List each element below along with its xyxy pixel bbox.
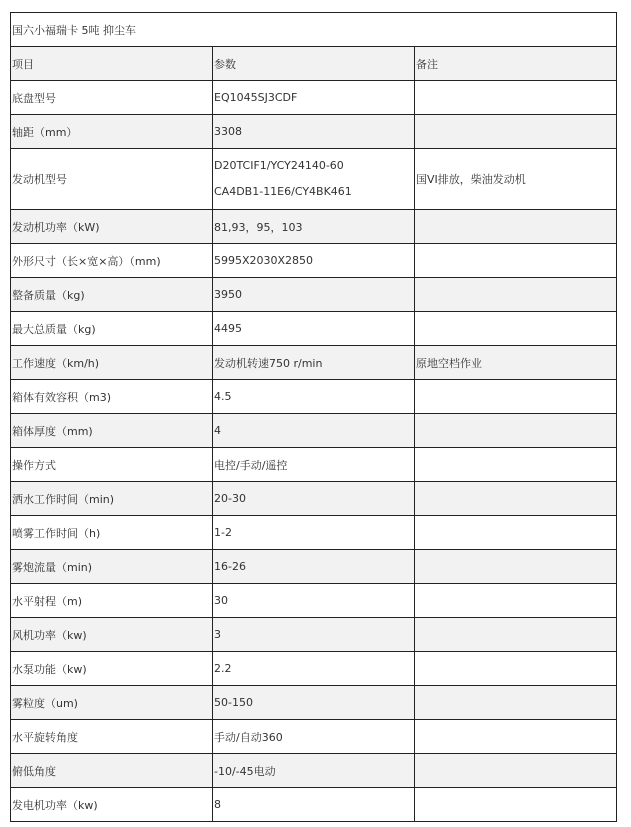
item-cell: 发动机型号	[11, 149, 213, 210]
param-cell: 3308	[213, 115, 415, 149]
table-row	[11, 278, 617, 312]
param-cell: 2.2	[213, 652, 415, 686]
table-row	[11, 448, 617, 482]
item-cell: 风机功率（kw)	[11, 618, 213, 652]
note-cell	[415, 380, 617, 414]
note-cell	[415, 686, 617, 720]
note-cell	[415, 720, 617, 754]
note-cell	[415, 482, 617, 516]
table-row	[11, 652, 617, 686]
note-cell	[415, 81, 617, 115]
table-row	[11, 482, 617, 516]
param-cell	[213, 149, 415, 210]
item-cell: 俯低角度	[11, 754, 213, 788]
item-cell: 发电机功率（kw)	[11, 788, 213, 822]
item-cell: 操作方式	[11, 448, 213, 482]
table-row	[11, 414, 617, 448]
table-row	[11, 244, 617, 278]
item-cell: 轴距（mm）	[11, 115, 213, 149]
table-row	[11, 516, 617, 550]
table-row	[11, 380, 617, 414]
table-row	[11, 346, 617, 380]
item-cell: 洒水工作时间（min)	[11, 482, 213, 516]
item-cell: 最大总质量（kg)	[11, 312, 213, 346]
header-note: 备注	[415, 47, 617, 81]
note-cell	[415, 115, 617, 149]
param-cell: 电控/手动/遥控	[213, 448, 415, 482]
item-cell: 底盘型号	[11, 81, 213, 115]
param-cell: 4.5	[213, 380, 415, 414]
item-cell: 喷雾工作时间（h)	[11, 516, 213, 550]
table-row	[11, 210, 617, 244]
note-cell	[415, 448, 617, 482]
param-cell: -10/-45电动	[213, 754, 415, 788]
note-cell: 原地空档作业	[415, 346, 617, 380]
note-cell	[415, 278, 617, 312]
header-row	[11, 47, 617, 81]
note-cell	[415, 414, 617, 448]
header-param: 参数	[213, 47, 415, 81]
note-cell	[415, 618, 617, 652]
table-row	[11, 115, 617, 149]
item-cell: 箱体有效容积（m3)	[11, 380, 213, 414]
item-cell: 雾粒度（um)	[11, 686, 213, 720]
table-row	[11, 312, 617, 346]
param-cell: 16-26	[213, 550, 415, 584]
param-cell: 发动机转速750 r/min	[213, 346, 415, 380]
param-cell: 手动/自动360	[213, 720, 415, 754]
param-cell: 4	[213, 414, 415, 448]
param-cell: 1-2	[213, 516, 415, 550]
param-cell: 8	[213, 788, 415, 822]
param-cell: 20-30	[213, 482, 415, 516]
table-row	[11, 720, 617, 754]
table-row	[11, 550, 617, 584]
param-cell: 4495	[213, 312, 415, 346]
param-cell: 30	[213, 584, 415, 618]
param-cell: 5995X2030X2850	[213, 244, 415, 278]
note-cell	[415, 312, 617, 346]
note-cell	[415, 210, 617, 244]
item-cell: 水平旋转角度	[11, 720, 213, 754]
item-cell: 箱体厚度（mm)	[11, 414, 213, 448]
table-row	[11, 81, 617, 115]
note-cell	[415, 754, 617, 788]
item-cell: 水平射程（m)	[11, 584, 213, 618]
table-row	[11, 584, 617, 618]
table-title: 国六小福瑞卡 5吨 抑尘车	[11, 13, 617, 47]
note-cell	[415, 584, 617, 618]
table-row	[11, 686, 617, 720]
title-row	[11, 13, 617, 47]
note-cell	[415, 244, 617, 278]
table-row	[11, 618, 617, 652]
note-cell	[415, 550, 617, 584]
header-item: 项目	[11, 47, 213, 81]
param-line: CA4DB1-11E6/CY4BK461	[214, 185, 352, 198]
table-row	[11, 788, 617, 822]
item-cell: 水泵功能（kw)	[11, 652, 213, 686]
param-cell: 3950	[213, 278, 415, 312]
table-row	[11, 149, 617, 210]
note-cell	[415, 788, 617, 822]
item-cell: 发动机功率（kW)	[11, 210, 213, 244]
table-row	[11, 754, 617, 788]
item-cell: 工作速度（km/h)	[11, 346, 213, 380]
item-cell: 外形尺寸（长×宽×高）（mm)	[11, 244, 213, 278]
spec-table	[10, 12, 617, 822]
param-cell: 3	[213, 618, 415, 652]
param-line: D20TCIF1/YCY24140-60	[214, 159, 344, 172]
param-cell: 50-150	[213, 686, 415, 720]
item-cell: 雾炮流量（min)	[11, 550, 213, 584]
note-cell	[415, 516, 617, 550]
item-cell: 整备质量（kg)	[11, 278, 213, 312]
note-cell: 国VI排放，柴油发动机	[415, 149, 617, 210]
note-cell	[415, 652, 617, 686]
param-cell: EQ1045SJ3CDF	[213, 81, 415, 115]
param-cell: 81,93，95，103	[213, 210, 415, 244]
